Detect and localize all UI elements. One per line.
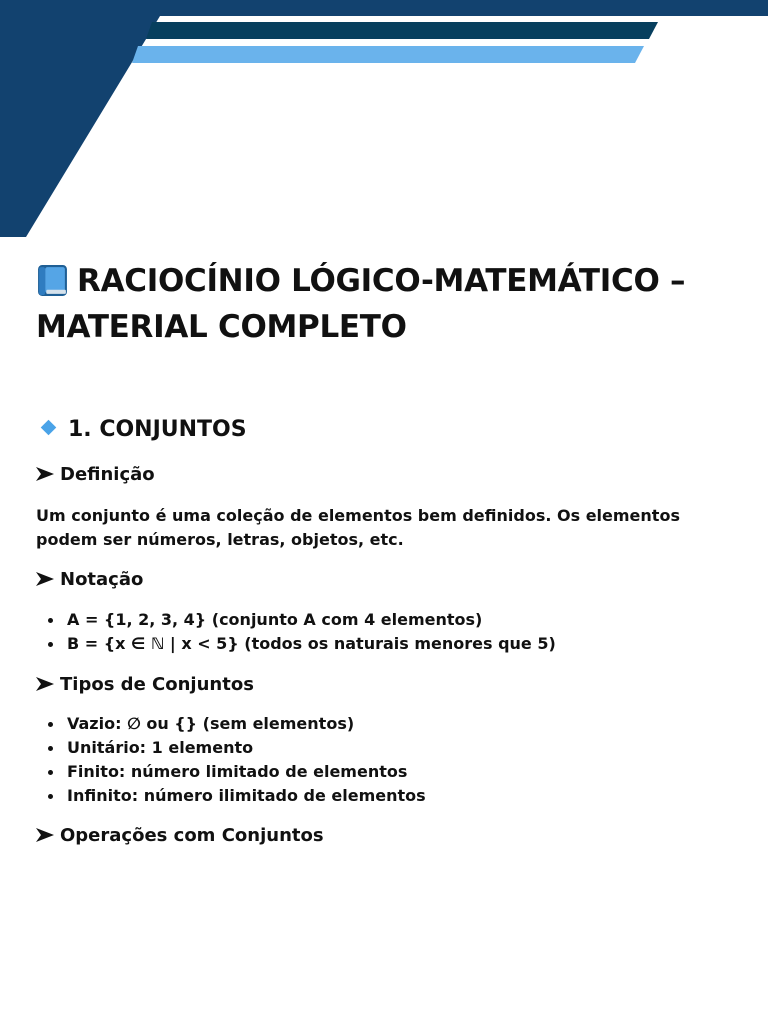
bullet-icon (48, 642, 53, 647)
blue-diamond-icon (41, 420, 57, 436)
notation-list (36, 608, 556, 656)
list-item (36, 712, 426, 736)
bullet-icon (48, 746, 53, 751)
list-item (36, 760, 426, 784)
definition-heading (36, 462, 155, 488)
section-heading-text: 1. CONJUNTOS (68, 417, 247, 442)
list-item (36, 784, 426, 808)
operations-heading-text: Operações com Conjuntos (60, 825, 324, 846)
section-heading (40, 414, 247, 446)
set-types-heading-text: Tipos de Conjuntos (60, 674, 254, 695)
dark-stripe (146, 22, 658, 39)
list-item-text: A = {1, 2, 3, 4} (conjunto A com 4 elementos) (67, 610, 483, 629)
notation-heading (36, 567, 143, 593)
arrow-bullet-icon (36, 677, 54, 691)
bullet-icon (48, 794, 53, 799)
arrow-bullet-icon (36, 828, 54, 842)
definition-heading-text: Definição (60, 464, 155, 485)
list-item-text: Vazio: ∅ ou {} (sem elementos) (67, 714, 355, 733)
list-item (36, 632, 556, 656)
blue-book-icon (36, 264, 69, 297)
list-item (36, 608, 556, 632)
operations-heading (36, 823, 324, 849)
bullet-icon (48, 770, 53, 775)
set-types-heading (36, 672, 254, 698)
list-item (36, 736, 426, 760)
document-title (36, 258, 736, 350)
bullet-icon (48, 722, 53, 727)
light-blue-stripe (132, 46, 644, 63)
header-decoration (0, 0, 768, 240)
arrow-bullet-icon (36, 572, 54, 586)
list-item-text: Finito: número limitado de elementos (67, 762, 408, 781)
title-text: RACIOCÍNIO LÓGICO-MATEMÁTICO – MATERIAL COMPLETO (36, 263, 686, 345)
definition-text: Um conjunto é uma coleção de elementos bem definidos. Os elementos podem ser números, letras, objetos, etc. (36, 506, 680, 549)
list-item-text: Infinito: número ilimitado de elementos (67, 786, 426, 805)
list-item-text: Unitário: 1 elemento (67, 738, 254, 757)
bullet-icon (48, 618, 53, 623)
set-types-list (36, 712, 426, 808)
notation-heading-text: Notação (60, 569, 144, 590)
list-item-text: B = {x ∈ ℕ | x < 5} (todos os naturais menores que 5) (67, 634, 556, 653)
arrow-bullet-icon (36, 467, 54, 481)
